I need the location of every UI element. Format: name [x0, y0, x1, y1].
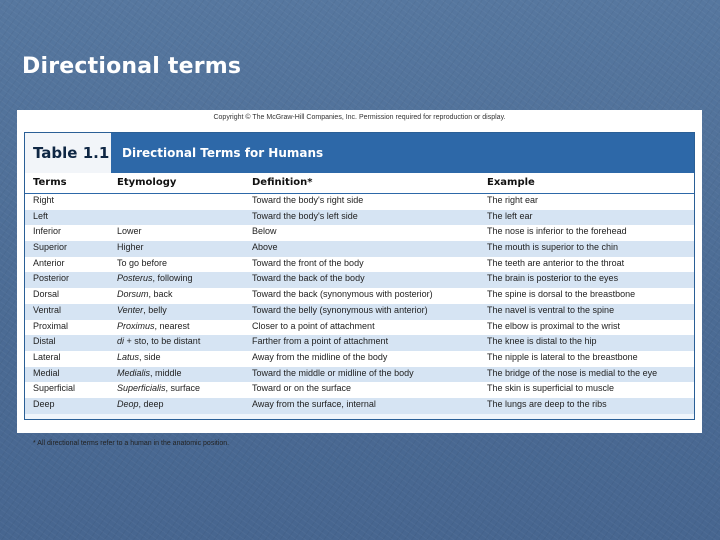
table-row [25, 382, 694, 398]
copyright-notice: Copyright © The McGraw-Hill Companies, Inc. Permission required for reproduction or display. [213, 114, 506, 121]
cell-example: The elbow is proximal to the wrist [487, 320, 621, 331]
cell-term: Ventral [33, 304, 62, 315]
cell-definition: Toward the front of the body [252, 257, 364, 268]
etymology-meaning: Higher [117, 242, 144, 253]
cell-term: Anterior [33, 257, 65, 268]
table-row [25, 257, 694, 273]
cell-etymology [117, 258, 167, 268]
etymology-meaning: , nearest [154, 320, 190, 331]
etymology-root: Latus [117, 351, 140, 362]
cell-definition: Closer to a point of attachment [252, 320, 375, 331]
cell-definition: Away from the surface, internal [252, 398, 376, 409]
cell-etymology [117, 321, 190, 331]
cell-term: Lateral [33, 351, 61, 362]
etymology-meaning: To go before [117, 257, 168, 268]
cell-term: Medial [33, 367, 60, 378]
cell-etymology [117, 368, 182, 378]
table-figure [17, 110, 702, 447]
etymology-root: Dorsum [117, 289, 149, 300]
cell-definition: Toward the body's left side [252, 210, 358, 221]
etymology-meaning: , back [148, 289, 173, 300]
table-row [25, 194, 694, 210]
cell-definition: Farther from a point of attachment [252, 336, 389, 347]
cell-term: Superior [33, 242, 68, 253]
cell-example: The skin is superficial to muscle [487, 383, 615, 394]
etymology-root: Deop [117, 398, 139, 409]
cell-etymology [117, 226, 142, 236]
cell-term: Proximal [33, 320, 69, 331]
cell-etymology [117, 242, 144, 252]
cell-etymology [117, 399, 164, 409]
slide-title: Directional terms [22, 54, 242, 79]
etymology-root: Proximus [117, 320, 155, 331]
cell-example: The navel is ventral to the spine [487, 304, 615, 315]
cell-term: Inferior [33, 226, 62, 237]
cell-term: Right [33, 195, 55, 205]
cell-example: The knee is distal to the hip [487, 336, 597, 347]
etymology-root: Medialis [117, 367, 151, 378]
cell-etymology [117, 305, 167, 315]
table-row [25, 210, 694, 226]
table-label: Table 1.1 [25, 133, 111, 173]
table-row [25, 351, 694, 367]
cell-term: Dorsal [33, 289, 60, 300]
table-row [25, 304, 694, 320]
cell-definition: Toward the back (synonymous with posterior) [252, 289, 433, 300]
table-row [25, 288, 694, 304]
cell-term: Left [33, 210, 49, 221]
table-row [25, 320, 694, 336]
cell-etymology [117, 383, 200, 393]
cell-definition: Toward the middle or midline of the body [252, 367, 414, 378]
etymology-root: Superficialis [117, 383, 166, 394]
table-row [25, 335, 694, 351]
cell-example: The mouth is superior to the chin [487, 242, 619, 253]
table-row [25, 225, 694, 241]
cell-term: Deep [33, 398, 55, 409]
table-row [25, 272, 694, 288]
column-header-example: Example [487, 177, 535, 188]
table-row [25, 398, 694, 414]
cell-example: The brain is posterior to the eyes [487, 273, 619, 284]
table-title: Directional Terms for Humans [122, 146, 324, 160]
table-header-row [25, 173, 694, 194]
cell-term: Posterior [33, 273, 70, 284]
cell-etymology [117, 289, 173, 299]
cell-definition: Below [252, 226, 277, 237]
cell-term: Superficial [33, 383, 76, 394]
cell-term: Distal [33, 336, 56, 347]
etymology-root: Venter [117, 304, 144, 315]
table-row [25, 241, 694, 257]
etymology-meaning: , following [152, 273, 193, 284]
directional-terms-table [24, 132, 695, 447]
cell-definition: Toward the body's right side [252, 195, 364, 205]
cell-example: The teeth are anterior to the throat [487, 257, 625, 268]
etymology-root: di [117, 336, 125, 347]
table-footnote: * All directional terms refer to a human in the anatomic position. [33, 440, 230, 447]
cell-example: The left ear [487, 210, 533, 221]
etymology-meaning: Lower [117, 226, 142, 237]
cell-definition: Away from the midline of the body [252, 351, 388, 362]
table-caption-bar [25, 133, 694, 173]
cell-example: The spine is dorsal to the breastbone [487, 289, 636, 300]
cell-definition: Toward the belly (synonymous with anterior) [252, 304, 428, 315]
cell-definition: Toward or on the surface [252, 383, 352, 394]
etymology-meaning: , middle [150, 367, 182, 378]
column-header-etymology: Etymology [117, 177, 177, 188]
etymology-meaning: , surface [165, 383, 201, 394]
column-header-definition: Definition* [252, 177, 313, 188]
cell-example: The nose is inferior to the forehead [487, 226, 627, 237]
table-body [25, 194, 694, 414]
cell-etymology [117, 273, 193, 283]
etymology-meaning: , deep [138, 398, 164, 409]
cell-definition: Toward the back of the body [252, 273, 365, 284]
cell-example: The lungs are deep to the ribs [487, 398, 607, 409]
cell-example: The nipple is lateral to the breastbone [487, 351, 638, 362]
cell-etymology [117, 352, 161, 362]
etymology-meaning: , belly [143, 304, 167, 315]
table-row [25, 367, 694, 383]
cell-etymology [117, 336, 200, 346]
etymology-meaning: + sto, to be distant [124, 336, 201, 347]
etymology-root: Posterus [117, 273, 153, 284]
cell-example: The right ear [487, 195, 539, 205]
column-header-terms: Terms [33, 177, 67, 188]
etymology-meaning: , side [139, 351, 161, 362]
cell-definition: Above [252, 242, 278, 253]
cell-example: The bridge of the nose is medial to the eye [487, 367, 658, 378]
